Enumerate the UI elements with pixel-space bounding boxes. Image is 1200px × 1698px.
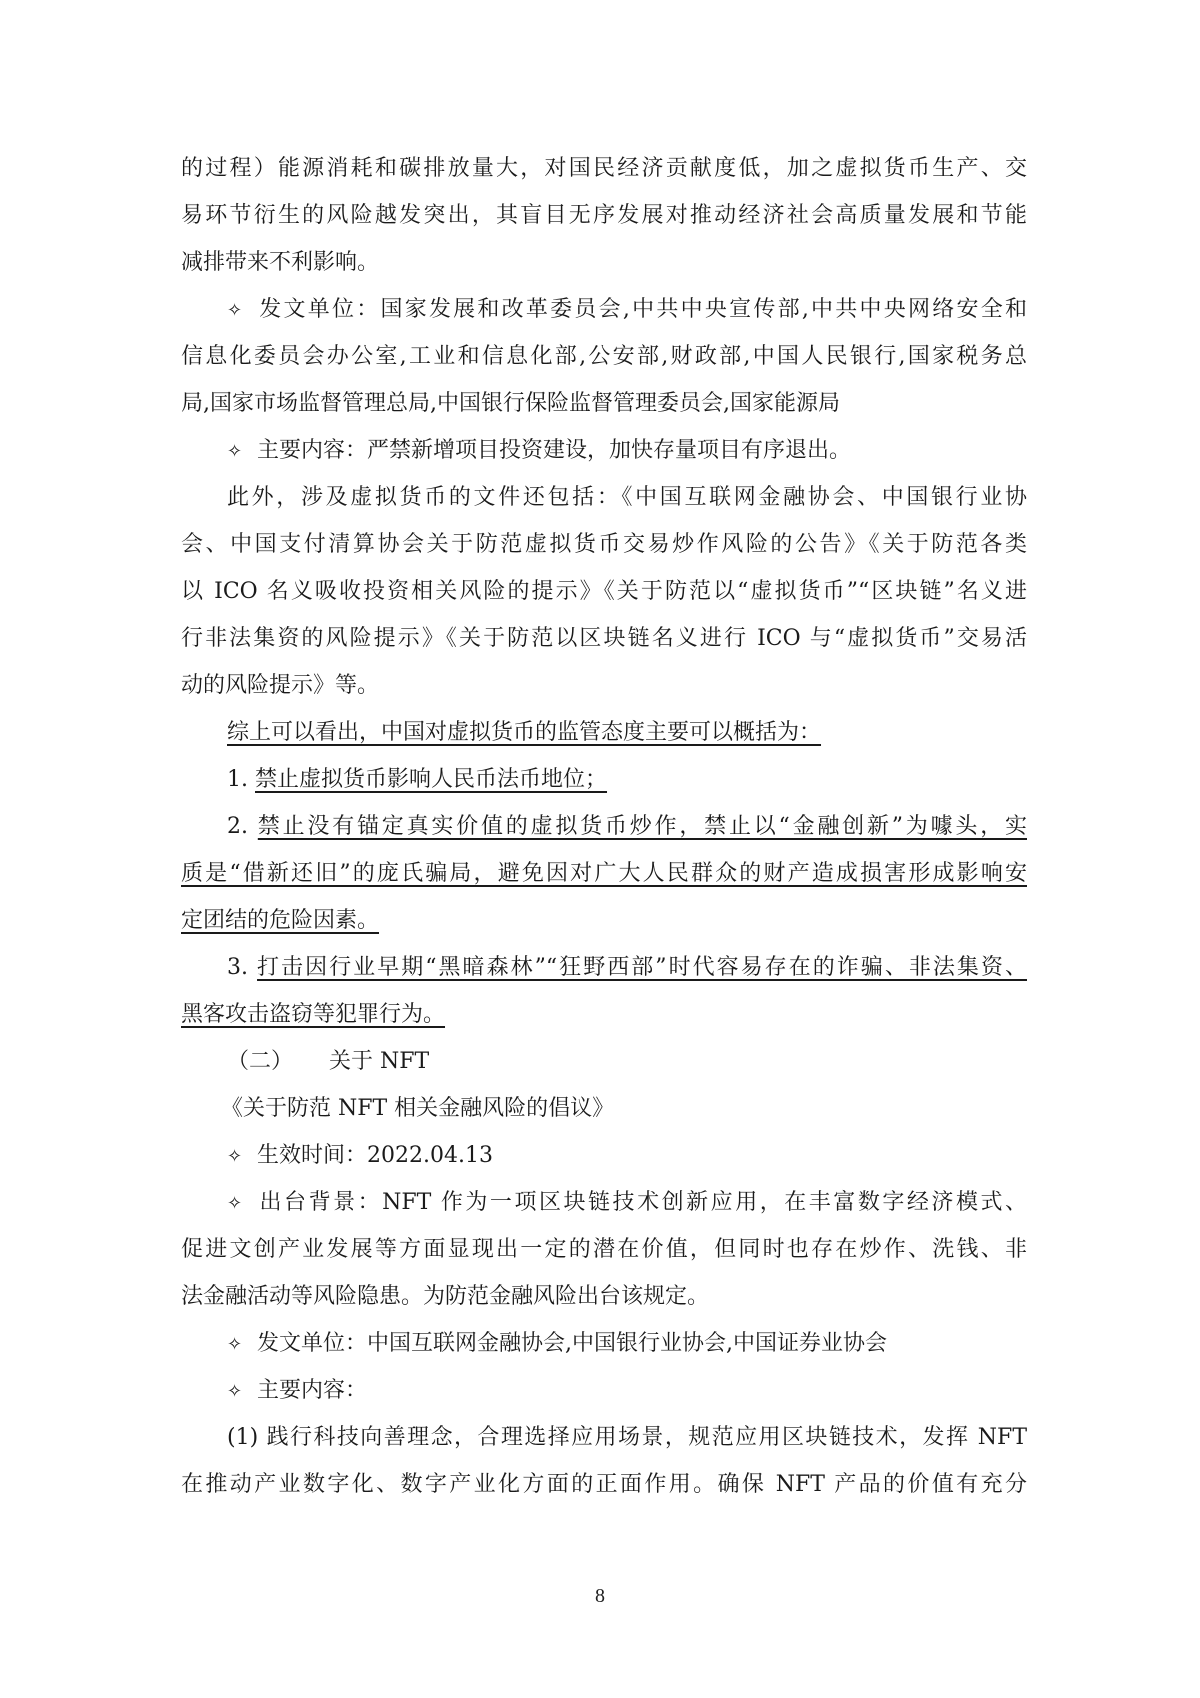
paragraph-line: 促进文创产业发展等方面显现出一定的潜在价值，但同时也存在炒作、洗钱、非 bbox=[181, 1237, 1027, 1262]
paragraph-line: 减排带来不利影响。 bbox=[181, 250, 380, 275]
paragraph-line: 动的风险提示》等。 bbox=[181, 673, 380, 698]
paragraph-line: 会、中国支付清算协会关于防范虚拟货币交易炒作风险的公告》《关于防范各类 bbox=[181, 532, 1027, 557]
paragraph-line: 信息化委员会办公室,工业和信息化部,公安部,财政部,中国人民银行,国家税务总 bbox=[181, 344, 1027, 369]
list-number: 2. bbox=[227, 814, 248, 839]
diamond-bullet-icon: ✧ bbox=[227, 441, 243, 462]
diamond-bullet-icon: ✧ bbox=[227, 300, 243, 321]
paragraph-line: 易环节衍生的风险越发突出，其盲目无序发展对推动经济社会高质量发展和节能 bbox=[181, 203, 1027, 228]
section-title: 关于 NFT bbox=[329, 1049, 430, 1074]
list-item: 2. 禁止没有锚定真实价值的虚拟货币炒作，禁止以“金融创新”为噱头，实 bbox=[227, 814, 1027, 839]
paragraph-line: 以 ICO 名义吸收投资相关风险的提示》《关于防范以“虚拟货币”“区块链”名义进 bbox=[181, 579, 1027, 604]
list-number: 3. bbox=[227, 955, 248, 980]
section-heading bbox=[181, 1038, 1027, 1085]
list-item: 3. 打击因行业早期“黑暗森林”“狂野西部”时代容易存在的诈骗、非法集资、 bbox=[227, 955, 1027, 980]
summary-line: 综上可以看出，中国对虚拟货币的监管态度主要可以概括为： bbox=[227, 720, 822, 745]
paragraph-line: 此外，涉及虚拟货币的文件还包括：《中国互联网金融协会、中国银行业协 bbox=[227, 485, 1027, 510]
list-item-continuation: 定团结的危险因素。 bbox=[181, 908, 380, 933]
paragraph-line: 行非法集资的风险提示》《关于防范以区块链名义进行 ICO 与“虚拟货币”交易活 bbox=[181, 626, 1027, 651]
list-item-continuation: 黑客攻击盗窃等犯罪行为。 bbox=[181, 1002, 446, 1027]
list-item: 1. 禁止虚拟货币影响人民币法币地位； bbox=[227, 767, 608, 792]
diamond-bullet-icon: ✧ bbox=[227, 1146, 243, 1167]
page-number: 8 bbox=[595, 1585, 605, 1607]
diamond-bullet-icon: ✧ bbox=[227, 1381, 243, 1402]
diamond-bullet-icon: ✧ bbox=[227, 1193, 243, 1214]
paragraph-line: 局,国家市场监督管理总局,中国银行保险监督管理委员会,国家能源局 bbox=[181, 391, 840, 416]
document-title: 《关于防范 NFT 相关金融风险的倡议》 bbox=[221, 1096, 615, 1121]
issuer-line: ✧ 发文单位：国家发展和改革委员会,中共中央宣传部,中共中央网络安全和 bbox=[181, 286, 1027, 333]
list-number: 1. bbox=[227, 767, 248, 792]
section-number: （二） bbox=[227, 1049, 294, 1074]
main-content-line: ✧ 主要内容：严禁新增项目投资建设，加快存量项目有序退出。 bbox=[181, 427, 1027, 474]
list-item-continuation: 质是“借新还旧”的庞氏骗局，避免因对广大人民群众的财产造成损害形成影响安 bbox=[181, 861, 1027, 886]
diamond-bullet-icon: ✧ bbox=[227, 1334, 243, 1355]
paragraph-line: 法金融活动等风险隐患。为防范金融风险出台该规定。 bbox=[181, 1284, 710, 1309]
paragraph-line: 在推动产业数字化、数字产业化方面的正面作用。确保 NFT 产品的价值有充分 bbox=[181, 1472, 1027, 1497]
main-content-line: ✧ 主要内容： bbox=[181, 1367, 1027, 1414]
paragraph-line: (1) 践行科技向善理念，合理选择应用场景，规范应用区块链技术，发挥 NFT bbox=[227, 1425, 1027, 1450]
paragraph-line: 的过程）能源消耗和碳排放量大，对国民经济贡献度低，加之虚拟货币生产、交 bbox=[181, 156, 1027, 181]
effective-date-line: ✧ 生效时间：2022.04.13 bbox=[181, 1132, 1027, 1179]
issuer-line: ✧ 发文单位：中国互联网金融协会,中国银行业协会,中国证券业协会 bbox=[181, 1320, 1027, 1367]
body-text bbox=[181, 145, 1027, 1508]
background-line: ✧ 出台背景：NFT 作为一项区块链技术创新应用，在丰富数字经济模式、 bbox=[181, 1179, 1027, 1226]
